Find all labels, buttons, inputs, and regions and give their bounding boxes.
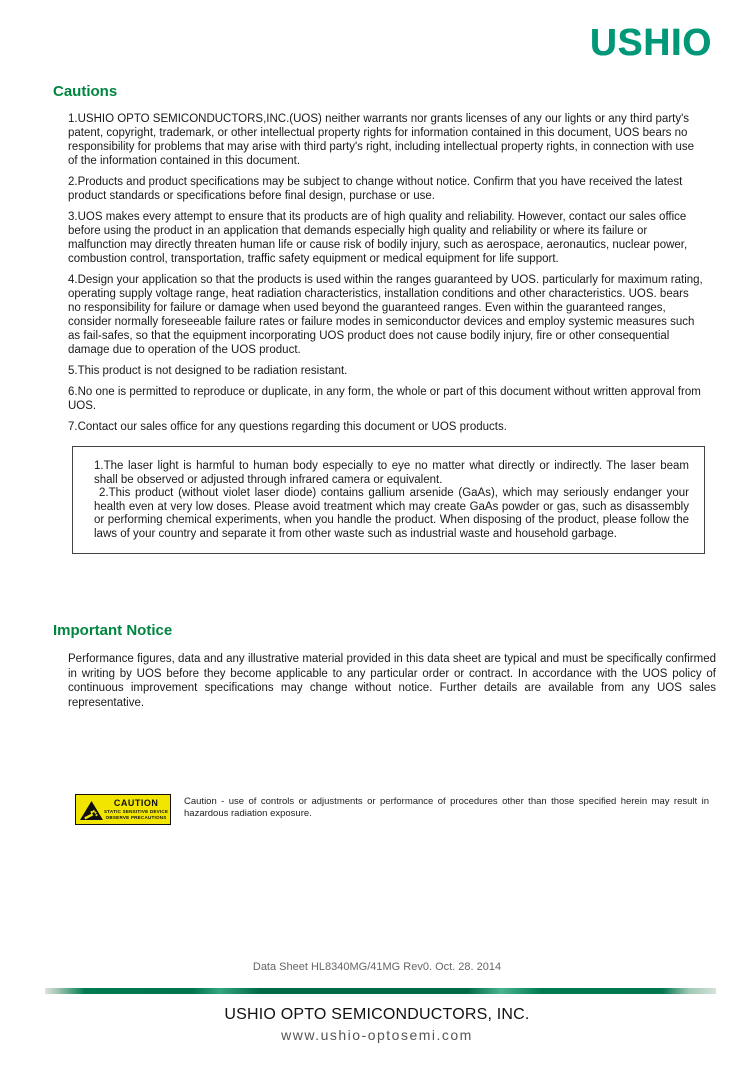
esd-caution-row — [75, 794, 716, 825]
caution-paragraph-2: 2.Products and product specifications may be subject to change without notice. Confirm that you have received the latest product standards or specifications before final design, purchase or use. — [68, 176, 683, 202]
esd-caution-label — [75, 794, 171, 825]
radiation-caution-text: Caution - use of controls or adjustments or performance of procedures other than those specified herein may result in hazardous radiation exposure. — [184, 796, 709, 819]
esd-warning-icon — [79, 798, 104, 822]
caution-paragraph-4: 4.Design your application so that the products is used within the ranges guaranteed by UOS. particularly for maximum rating, operating supply voltage range, heat radiation characteristics, installation conditions and other characteristics. UOS. bears no responsibility for failure or damage when used beyond the guaranteed ranges. Even within the guaranteed ranges, consider normally foreseeable failure rates or failure modes in semiconductor devices and employ systemic measures such as fail-safes, so that the equipment incorporating UOS product does not cause bodily injury, fire or other consequential damage due to operation of the UOS product. — [68, 274, 703, 356]
important-notice-paragraph: Performance figures, data and any illustrative material provided in this data sheet are typical and must be specifically confirmed in writing by UOS before they become applicable to any particular order or contract. In accordance with the UOS policy of continuous improvement specifications may change without notice. Further details are available from any UOS sales representative. — [68, 653, 716, 709]
caution-paragraph-1: 1.USHIO OPTO SEMICONDUCTORS,INC.(UOS) neither warrants nor grants licenses of any our lights or any third party's patent, copyright, trademark, or other intellectual property rights for information contained in this document, UOS bears no responsibility for problems that may arise with third party's right, including intellectual property rights, in connection with use of the information contained in this document. — [68, 113, 695, 167]
esd-label-title: CAUTION — [113, 797, 159, 808]
caution-paragraph-5: 5.This product is not designed to be radiation resistant. — [68, 365, 348, 377]
laser-warning-box — [72, 446, 705, 554]
cautions-paragraphs — [68, 112, 703, 434]
caution-paragraph-3: 3.UOS makes every attempt to ensure that its products are of high quality and reliability. However, contact our sales office before using the product in an application that demands especially high quality and reliability or where its failure or malfunction may directly threaten human life or cause risk of bodily injury, such as aerospace, aeronautics, nuclear power, combustion control, transportation, traffic safety equipment or medical equipment for life support. — [68, 211, 688, 265]
footer-green-bar — [45, 988, 716, 994]
document-reference: Data Sheet HL8340MG/41MG Rev0. Oct. 28. 2014 — [252, 961, 502, 973]
website-url: www.ushio-optosemi.com — [281, 1027, 473, 1043]
ushio-logo: USHIO — [589, 21, 712, 64]
caution-paragraph-7: 7.Contact our sales office for any questions regarding this document or UOS products. — [68, 421, 507, 433]
esd-label-texts — [104, 799, 168, 821]
cautions-heading: Cautions — [53, 83, 118, 100]
esd-label-line2: OBSERVE PRECAUTIONS — [105, 814, 167, 820]
important-notice-heading: Important Notice — [53, 622, 173, 639]
laser-warning-item-1: 1.The laser light is harmful to human body especially to eye no matter what directly or indirectly. The laser beam shall be observed or adjusted through infrared camera or equivalent. — [94, 460, 689, 486]
caution-paragraph-6: 6.No one is permitted to reproduce or duplicate, in any form, the whole or part of this document without written approval from UOS. — [68, 386, 701, 412]
laser-warning-item-2: 2.This product (without violet laser diode) contains gallium arsenide (GaAs), which may seriously endanger your health even at very low doses. Please avoid treatment which may create GaAs powder or gas, such as disassembly or performing chemical experiments, when you handle the product. When disposing of the product, please follow the laws of your country and separate it from other waste such as industrial waste and household garbage. — [94, 487, 689, 540]
main-content — [53, 83, 716, 825]
company-name: USHIO OPTO SEMICONDUCTORS, INC. — [224, 1006, 530, 1023]
esd-label-line1: STATIC SENSITIVE DEVICE — [104, 809, 169, 815]
